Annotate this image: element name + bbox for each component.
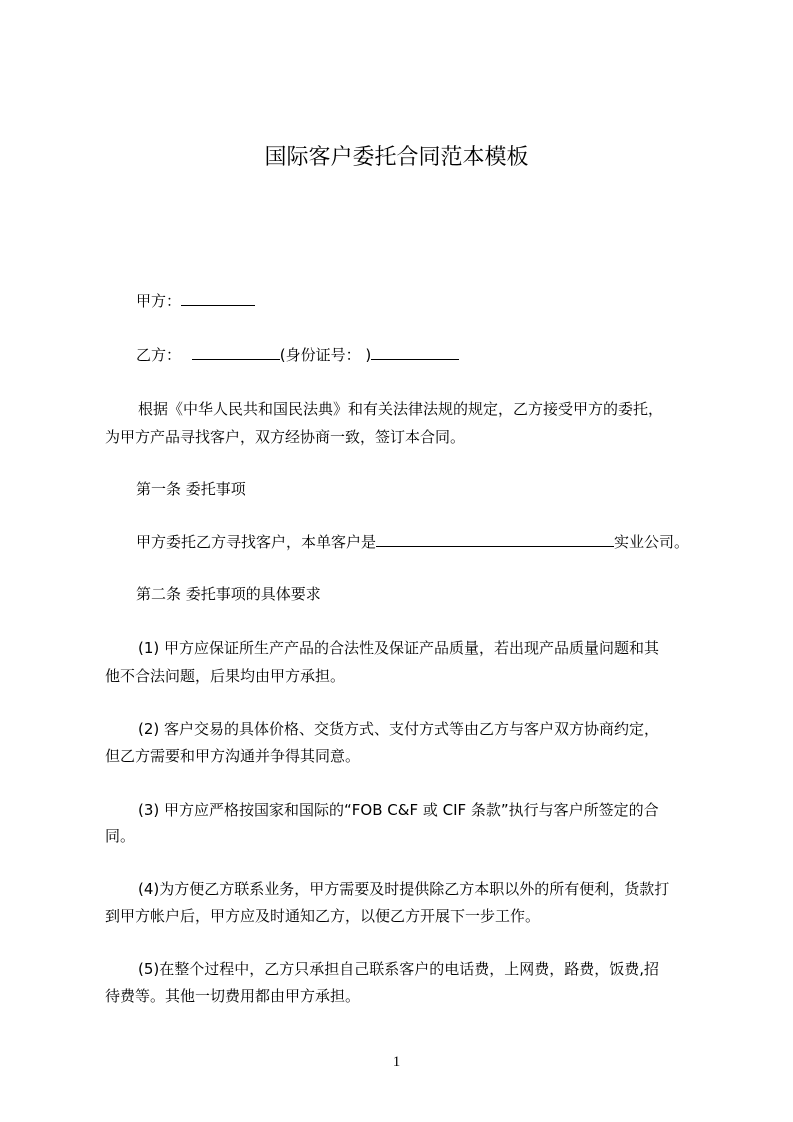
item-4-line-2: 到甲方帐户后，甲方应及时通知乙方，以便乙方开展下一步工作。 [105,907,541,925]
party-b-id-blank [371,345,459,360]
item-1-line-1: (1) 甲方应保证所生产产品的合法性及保证产品质量，若出现产品质量问题和其 [138,639,660,657]
item-5-line-1: (5)在整个过程中，乙方只承担自己联系客户的电话费，上网费，路费，饭费,招 [138,960,660,978]
article1-text [136,532,689,552]
party-b-label: 乙方： [136,346,182,364]
article1-heading: 第一条 委托事项 [136,480,246,498]
document-title: 国际客户委托合同范本模板 [264,145,529,170]
item-2-line-2: 但乙方需要和甲方沟通并争得其同意。 [105,747,361,765]
intro-line-1: 根据《中华人民共和国民法典》和有关法律法规的规定，乙方接受甲方的委托， [138,400,664,418]
item-3-line-1: (3) 甲方应严格按国家和国际的“FOB C&F 或 CIF 条款”执行与客户所签定的合 [138,801,659,819]
party-a-blank [181,291,255,306]
article1-text-after: 实业公司。 [614,533,690,551]
article1-text-before: 甲方委托乙方寻找客户，本单客户是 [136,533,377,551]
intro-line-2: 为甲方产品寻找客户，双方经协商一致，签订本合同。 [105,428,466,446]
item-1-line-2: 他不合法问题，后果均由甲方承担。 [105,667,346,685]
party-a-label: 甲方： [136,292,182,310]
party-b-blank [192,345,280,360]
item-3-line-2: 同。 [105,827,136,845]
item-2-line-1: (2) 客户交易的具体价格、交货方式、支付方式等由乙方与客户双方协商约定， [138,720,660,738]
page-number: 1 [392,1054,401,1070]
party-b-id-label: (身份证号： ) [279,346,372,364]
party-b-line [136,345,459,365]
item-5-line-2: 待费等。其他一切费用都由甲方承担。 [105,987,361,1005]
client-company-blank [376,532,614,547]
party-a-line [136,291,255,311]
article2-heading: 第二条 委托事项的具体要求 [136,585,321,603]
item-4-line-1: (4)为方便乙方联系业务，甲方需要及时提供除乙方本职以外的所有便利，货款打 [138,880,670,898]
